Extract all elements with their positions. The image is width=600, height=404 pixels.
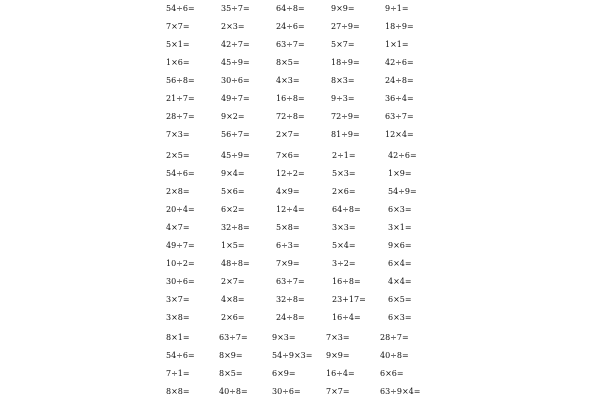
- problem-cell: 7×9=: [276, 259, 300, 268]
- problem-cell: 81÷9=: [331, 130, 360, 139]
- problem-cell: 54÷6=: [166, 4, 195, 13]
- problem-cell: 1×6=: [166, 58, 190, 67]
- problem-cell: 63÷7=: [385, 112, 414, 121]
- problem-cell: 8×1=: [166, 333, 190, 342]
- problem-cell: 20÷4=: [166, 205, 195, 214]
- problem-row: [166, 75, 466, 93]
- problem-cell: 4×7=: [166, 223, 190, 232]
- problem-cell: 64÷8=: [332, 205, 361, 214]
- problem-cell: 64÷8=: [276, 4, 305, 13]
- problem-cell: 1×5=: [221, 241, 245, 250]
- problem-cell: 4×8=: [221, 295, 245, 304]
- problem-cell: 9÷1=: [385, 4, 409, 13]
- problem-cell: 9×6=: [388, 241, 412, 250]
- problem-cell: 30÷6=: [272, 387, 301, 396]
- problem-cell: 18÷9=: [385, 22, 414, 31]
- problem-cell: 30÷6=: [221, 76, 250, 85]
- problem-cell: 30÷6=: [166, 277, 195, 286]
- problem-cell: 8×9=: [219, 351, 243, 360]
- problem-cell: 63÷7=: [276, 277, 305, 286]
- problem-cell: 23+17=: [332, 295, 366, 304]
- problem-cell: 40÷8=: [219, 387, 248, 396]
- problem-cell: 2÷1=: [332, 151, 356, 160]
- problem-cell: 42÷6=: [385, 58, 414, 67]
- problem-cell: 36÷4=: [385, 94, 414, 103]
- problem-cell: 12÷2=: [276, 169, 305, 178]
- problem-row: [166, 386, 466, 404]
- problem-cell: 56÷7=: [221, 130, 250, 139]
- problem-row: [166, 150, 466, 168]
- problem-cell: 5×7=: [331, 40, 355, 49]
- problem-cell: 16÷8=: [276, 94, 305, 103]
- problem-cell: 3×8=: [166, 313, 190, 322]
- problem-row: [166, 276, 466, 294]
- problem-cell: 7×7=: [166, 22, 190, 31]
- problem-cell: 28÷7=: [380, 333, 409, 342]
- problem-cell: 8×8=: [166, 387, 190, 396]
- problem-row: [166, 204, 466, 222]
- problem-row: [166, 294, 466, 312]
- problem-cell: 56÷8=: [166, 76, 195, 85]
- problem-cell: 42÷6=: [388, 151, 417, 160]
- problem-cell: 6×6=: [380, 369, 404, 378]
- problem-cell: 9×9=: [326, 351, 350, 360]
- problem-cell: 24÷8=: [385, 76, 414, 85]
- problem-cell: 7×7=: [326, 387, 350, 396]
- problem-row: [166, 368, 466, 386]
- problem-cell: 42÷7=: [221, 40, 250, 49]
- problem-cell: 32÷8=: [221, 223, 250, 232]
- problem-row: [166, 93, 466, 111]
- problem-cell: 54÷6=: [166, 351, 195, 360]
- problem-cell: 63÷7=: [219, 333, 248, 342]
- problem-cell: 7×6=: [276, 151, 300, 160]
- problem-cell: 18÷9=: [331, 58, 360, 67]
- problem-row: [166, 168, 466, 186]
- problem-cell: 63÷9×4=: [380, 387, 421, 396]
- problem-cell: 72÷8=: [276, 112, 305, 121]
- problem-cell: 7×3=: [326, 333, 350, 342]
- problem-row: [166, 39, 466, 57]
- problem-cell: 32÷8=: [276, 295, 305, 304]
- problem-cell: 49÷7=: [166, 241, 195, 250]
- problem-row: [166, 21, 466, 39]
- problem-cell: 35÷7=: [221, 4, 250, 13]
- problem-row: [166, 186, 466, 204]
- problem-cell: 3×3=: [332, 223, 356, 232]
- problem-cell: 7÷1=: [166, 369, 190, 378]
- problem-cell: 24÷6=: [276, 22, 305, 31]
- problem-block-3: [166, 332, 466, 404]
- problem-cell: 54÷9×3=: [272, 351, 313, 360]
- problem-cell: 6×5=: [388, 295, 412, 304]
- problem-cell: 1×9=: [388, 169, 412, 178]
- problem-cell: 2×5=: [166, 151, 190, 160]
- problem-cell: 6×4=: [388, 259, 412, 268]
- problem-cell: 3×7=: [166, 295, 190, 304]
- problem-cell: 6×9=: [272, 369, 296, 378]
- problem-cell: 45÷9=: [221, 151, 250, 160]
- problem-cell: 16÷4=: [326, 369, 355, 378]
- problem-cell: 54÷9=: [388, 187, 417, 196]
- problem-row: [166, 350, 466, 368]
- problem-cell: 8×3=: [331, 76, 355, 85]
- problem-row: [166, 111, 466, 129]
- problem-cell: 8×5=: [219, 369, 243, 378]
- problem-row: [166, 312, 466, 330]
- problem-cell: 16÷8=: [332, 277, 361, 286]
- problem-cell: 21÷7=: [166, 94, 195, 103]
- problem-cell: 2×6=: [332, 187, 356, 196]
- problem-cell: 4×4=: [388, 277, 412, 286]
- problem-cell: 8×5=: [276, 58, 300, 67]
- problem-cell: 6×2=: [221, 205, 245, 214]
- problem-cell: 5×8=: [276, 223, 300, 232]
- problem-cell: 54÷6=: [166, 169, 195, 178]
- problem-cell: 2×8=: [166, 187, 190, 196]
- problem-cell: 28÷7=: [166, 112, 195, 121]
- problem-cell: 5×1=: [166, 40, 190, 49]
- problem-cell: 27÷9=: [331, 22, 360, 31]
- problem-cell: 40÷8=: [380, 351, 409, 360]
- problem-cell: 9÷3=: [331, 94, 355, 103]
- problem-cell: 63÷7=: [276, 40, 305, 49]
- problem-cell: 1×1=: [385, 40, 409, 49]
- problem-cell: 9×4=: [221, 169, 245, 178]
- problem-cell: 5×6=: [221, 187, 245, 196]
- problem-row: [166, 240, 466, 258]
- problem-cell: 5×4=: [332, 241, 356, 250]
- problem-cell: 49÷7=: [221, 94, 250, 103]
- problem-cell: 3×1=: [388, 223, 412, 232]
- problem-cell: 6×3=: [388, 313, 412, 322]
- problem-cell: 2×6=: [221, 313, 245, 322]
- problem-row: [166, 3, 466, 21]
- problem-cell: 6×3=: [388, 205, 412, 214]
- problem-cell: 72÷9=: [331, 112, 360, 121]
- problem-cell: 2×7=: [221, 277, 245, 286]
- problem-cell: 9×9=: [331, 4, 355, 13]
- problem-block-1: [166, 3, 466, 147]
- problem-cell: 24÷8=: [276, 313, 305, 322]
- problem-cell: 12÷4=: [276, 205, 305, 214]
- problem-row: [166, 222, 466, 240]
- problem-cell: 2×3=: [221, 22, 245, 31]
- problem-cell: 9×2=: [221, 112, 245, 121]
- problem-cell: 9×3=: [272, 333, 296, 342]
- problem-cell: 6÷3=: [276, 241, 300, 250]
- problem-cell: 48÷8=: [221, 259, 250, 268]
- problem-cell: 10÷2=: [166, 259, 195, 268]
- problem-cell: 4×9=: [276, 187, 300, 196]
- problem-row: [166, 332, 466, 350]
- problem-cell: 2×7=: [276, 130, 300, 139]
- problem-row: [166, 57, 466, 75]
- problem-cell: 45÷9=: [221, 58, 250, 67]
- problem-cell: 5×3=: [332, 169, 356, 178]
- problem-cell: 4×3=: [276, 76, 300, 85]
- problem-row: [166, 129, 466, 147]
- problem-cell: 7×3=: [166, 130, 190, 139]
- problem-row: [166, 258, 466, 276]
- problem-block-2: [166, 150, 466, 330]
- problem-cell: 3÷2=: [332, 259, 356, 268]
- problem-cell: 16÷4=: [332, 313, 361, 322]
- problem-cell: 12×4=: [385, 130, 414, 139]
